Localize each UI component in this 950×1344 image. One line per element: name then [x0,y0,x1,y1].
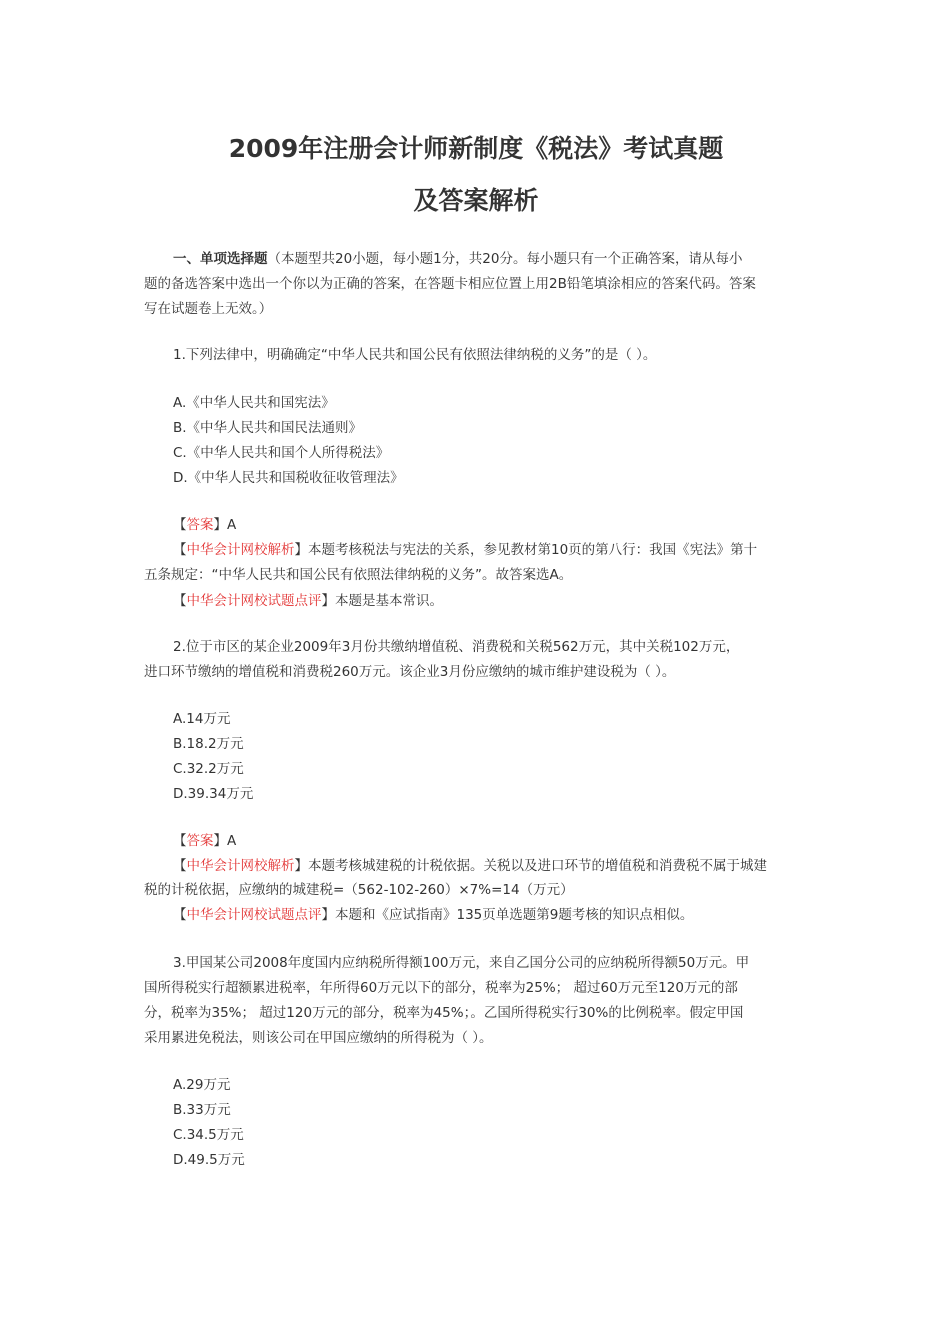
question-3-option-b: B.33万元 [173,1102,231,1118]
section-intro-line-3: 写在试题卷上无效。） [144,301,273,317]
section-heading: 一、单项选择题 [173,251,268,267]
question-2-option-d: D.39.34万元 [173,786,254,802]
question-1-option-d: D.《中华人民共和国税收征收管理法》 [173,470,404,486]
question-3-option-a: A.29万元 [173,1077,231,1093]
question-1-analysis-line-2: 五条规定：“中华人民共和国公民有依照法律纳税的义务”。故答案选A。 [144,567,573,583]
comment-label: 中华会计网校试题点评 [186,907,322,923]
question-1-analysis-line-1: 【中华会计网校解析】本题考核税法与宪法的关系，参见教材第10页的第八行：我国《宪法》第十 [173,542,758,558]
analysis-label: 中华会计网校解析 [186,542,295,558]
question-3-option-c: C.34.5万元 [173,1127,244,1143]
question-1-stem: 1.下列法律中，明确确定“中华人民共和国公民有依照法律纳税的义务”的是（ ）。 [173,347,657,363]
question-3-option-d: D.49.5万元 [173,1152,245,1168]
question-2-analysis-line-1: 【中华会计网校解析】本题考核城建税的计税依据。关税以及进口环节的增值税和消费税不属于城建 [173,858,767,874]
document-title: 2009年注册会计师新制度《税法》考试真题 [228,134,724,163]
question-2-stem-line-2: 进口环节缴纳的增值税和消费税260万元。该企业3月份应缴纳的城市维护建设税为（ ）。 [144,664,676,680]
question-2-comment: 【中华会计网校试题点评】本题和《应试指南》135页单选题第9题考核的知识点相似。 [173,907,694,923]
question-3-stem-line-3: 分，税率为35%； 超过120万元的部分，税率为45%；。乙国所得税实行30%的比例税率。假定甲国 [144,1005,744,1021]
question-1-option-c: C.《中华人民共和国个人所得税法》 [173,445,390,461]
question-1-answer: 【答案】A [173,517,237,533]
question-2-analysis-line-2: 税的计税依据，应缴纳的城建税=（562-102-260）×7%=14（万元） [144,882,574,898]
question-1-comment: 【中华会计网校试题点评】本题是基本常识。 [173,593,443,609]
section-intro-line-1: 一、单项选择题（本题型共20小题，每小题1分，共20分。每小题只有一个正确答案，请从每小 [173,251,743,267]
section-intro-line-2: 题的备选答案中选出一个你以为正确的答案，在答题卡相应位置上用2B铅笔填涂相应的答案代码。答案 [144,276,756,292]
question-3-stem-line-1: 3.甲国某公司2008年度国内应纳税所得额100万元，来自乙国分公司的应纳税所得额50万元。甲 [173,955,750,971]
question-3-stem-line-4: 采用累进免税法，则该公司在甲国应缴纳的所得税为（ ）。 [144,1030,493,1046]
question-2-option-c: C.32.2万元 [173,761,244,777]
question-1-option-a: A.《中华人民共和国宪法》 [173,395,335,411]
answer-label: 答案 [186,517,214,533]
question-2-option-a: A.14万元 [173,711,231,727]
comment-label: 中华会计网校试题点评 [186,593,322,609]
answer-label: 答案 [186,833,214,849]
question-1-option-b: B.《中华人民共和国民法通则》 [173,420,363,436]
analysis-label: 中华会计网校解析 [186,858,295,874]
question-3-stem-line-2: 国所得税实行超额累进税率，年所得60万元以下的部分，税率为25%； 超过60万元至120万元的部 [144,980,738,996]
question-2-stem-line-1: 2.位于市区的某企业2009年3月份共缴纳增值税、消费税和关税562万元，其中关税102万元， [173,639,740,655]
question-2-answer: 【答案】A [173,833,237,849]
question-2-option-b: B.18.2万元 [173,736,244,752]
document-subtitle: 及答案解析 [413,186,539,215]
